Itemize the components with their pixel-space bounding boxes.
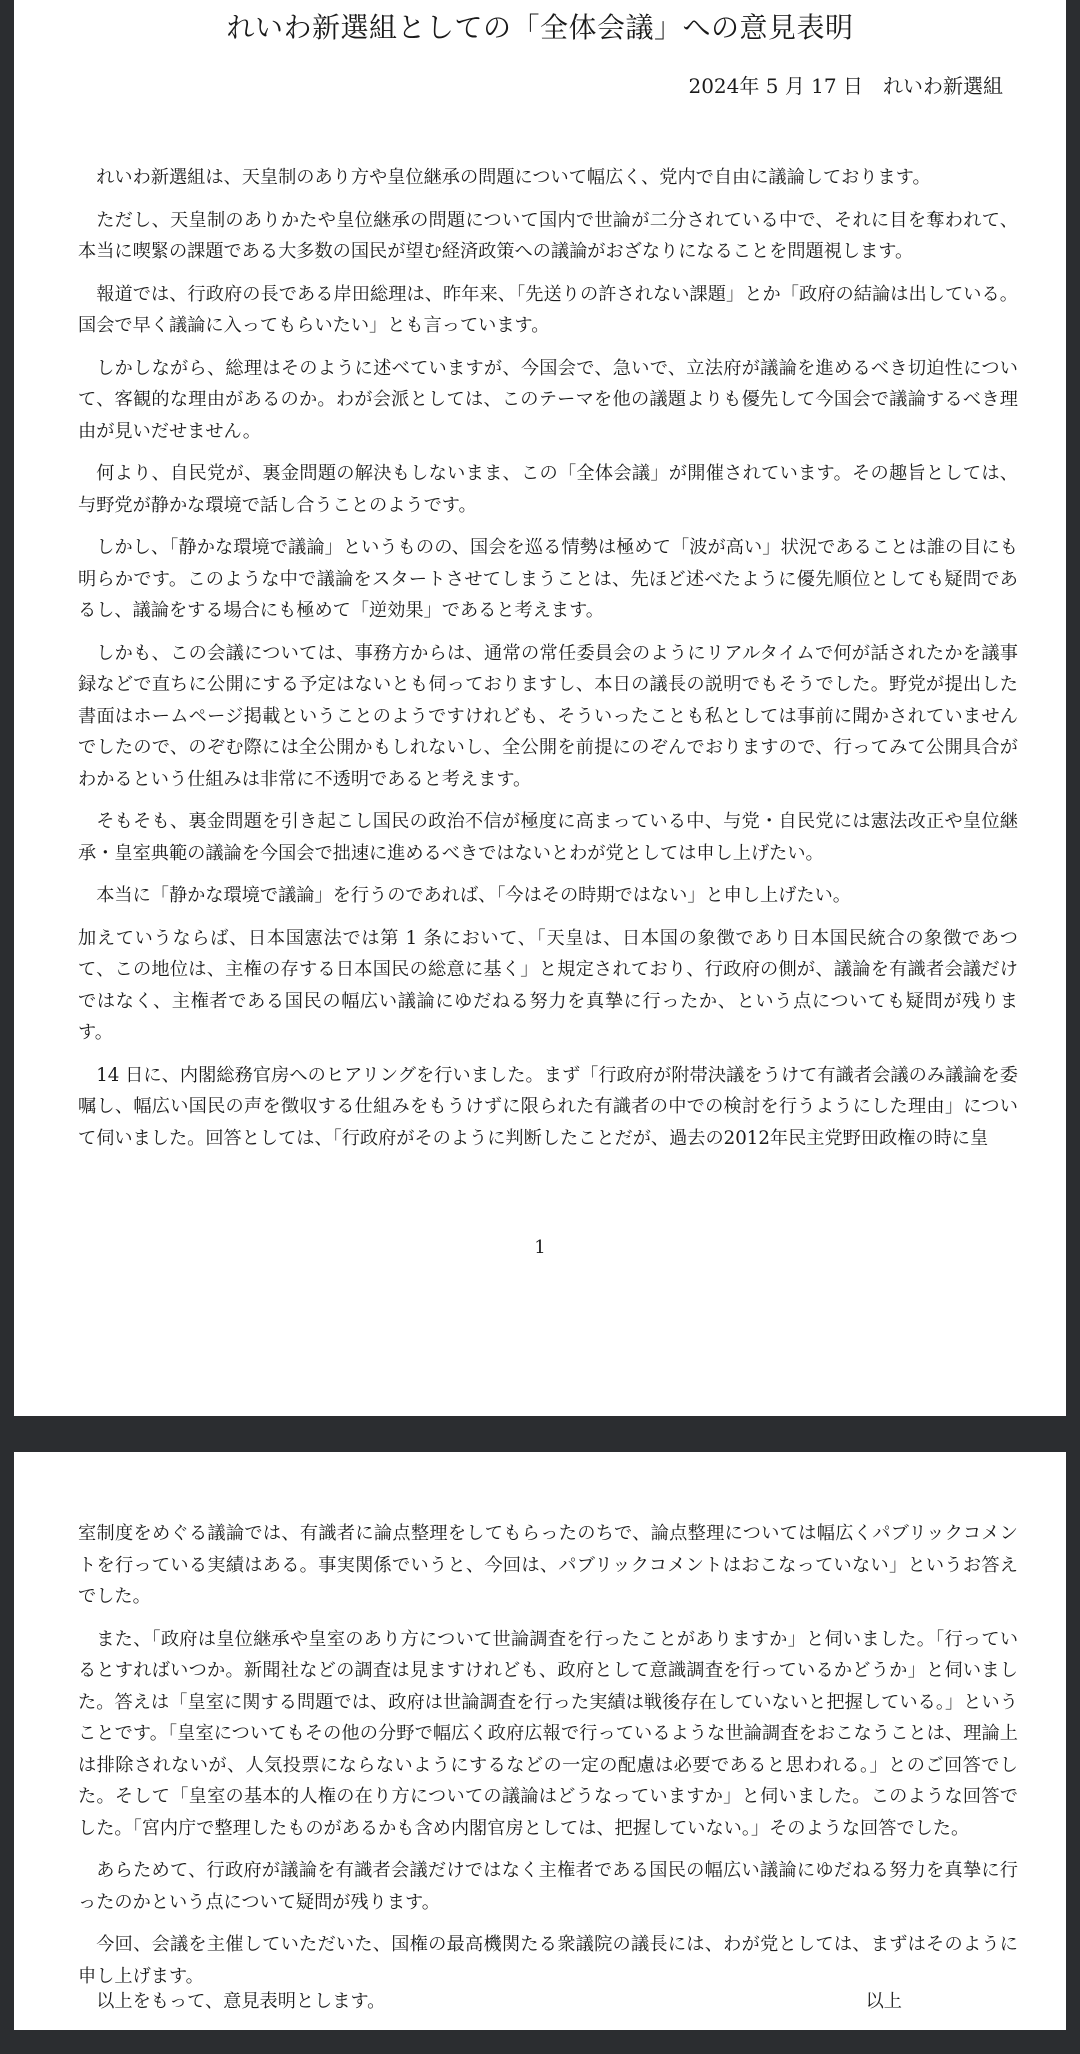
paragraph: そもそも、裏金問題を引き起こし国民の政治不信が極度に高まっている中、与党・自民党には憲法改正や皇位継承・皇室典範の議論を今国会で拙速に進めるべきではないとわが党としては申し上げたい。 [78,811,1018,864]
closing-line [78,1987,902,2013]
paragraph: しかしながら、総理はそのように述べていますが、今国会で、急いで、立法府が議論を進めるべき切迫性について、客観的な理由があるのか。わが会派としては、このテーマを他の議題よりも優先して今国会で議論するべき理由が見いだせません。 [78,357,1018,442]
paragraph: 本当に「静かな環境で議論」を行うのであれば、「今はその時期ではない」と申し上げたい。 [96,885,851,906]
paragraph: 14 日に、内閣総務官房へのヒアリングを行いました。まず「行政府が附帯決議をうけて有識者会議のみ議論を委嘱し、幅広い国民の声を徴収する仕組みをもうけずに限られた有識者の中での検討を行うようにした理由」について伺いました。回答としては、「行政府がそのように判断したことだが、過去の2012年民主党野田政権の時に皇 [78,1064,1018,1149]
page-number: 1 [534,1237,546,1258]
paragraph: 何より、自民党が、裏金問題の解決もしないまま、この「全体会議」が開催されています。その趣旨としては、与野党が静かな環境で話し合うことのようです。 [78,463,1018,516]
end-mark: 以上 [865,1991,902,2012]
paragraph: 室制度をめぐる議論では、有識者に論点整理をしてもらったのちで、論点整理については幅広くパブリックコメントを行っている実績はある。事実関係でいうと、今回は、パブリックコメントはおこなっていない」というお答えでした。 [78,1523,1018,1607]
document-page-2 [14,1452,1066,2030]
paragraph: あらためて、行政府が議論を有識者会議だけではなく主権者である国民の幅広い議論にゆだねる努力を真摯に行ったのかという点について疑問が残ります。 [78,1860,1018,1913]
page-1-body [78,162,1018,1165]
paragraph: 報道では、行政府の長である岸田総理は、昨年来、「先送りの許されない課題」とか「政府の結論は出している。国会で早く議論に入ってもらいたい」とも言っています。 [78,283,1018,336]
paragraph: しかし、「静かな環境で議論」というものの、国会を巡る情勢は極めて「波が高い」状況であることは誰の目にも明らかです。このような中で議論をスタートさせてしまうことは、先ほど述べたように優先順位としても疑問であるし、議論をする場合にも極めて「逆効果」であると考えます。 [78,537,1018,621]
closing-statement: 以上をもって、意見表明とします。 [96,1991,386,2012]
paragraph: 加えていうならば、日本国憲法では第 1 条において、「天皇は、日本国の象徴であり日本国民統合の象徴であつて、この地位は、主権の存する日本国民の総意に基く」と規定されており、行政府の側が、議論を有識者会議だけではなく、主権者である国民の幅広い議論にゆだねる努力を真摯に行ったか、という点についても疑問が残ります。 [78,927,1018,1043]
document-page-1 [14,0,1066,1416]
paragraph: また、「政府は皇位継承や皇室のあり方について世論調査を行ったことがありますか」と伺いました。「行っているとすればいつか。新聞社などの調査は見ますけれども、政府として意識調査を行っているかどうか」と伺いました。答えは「皇室に関する問題では、政府は世論調査を行った実績は戦後存在していないと把握している。」ということです。「皇室についてもその他の分野で幅広く政府広報で行っているような世論調査をおこなうことは、理論上は排除されないが、人気投票にならないようにするなどの一定の配慮は必要であると思われる。」とのご回答でした。そして「皇室の基本的人権の在り方についての議論はどうなっていますか」と伺いました。このような回答でした。「宮内庁で整理したものがあるかも含め内閣官房としては、把握していない。」そのような回答でした。 [78,1628,1019,1839]
paragraph: れいわ新選組は、天皇制のあり方や皇位継承の問題について幅広く、党内で自由に議論しております。 [96,167,931,188]
paragraph: ただし、天皇制のありかたや皇位継承の問題について国内で世論が二分されている中で、それに目を奪われて、本当に喫緊の課題である大多数の国民が望む経済政策への議論がおざなりになることを問題視します。 [78,209,1018,262]
document-title: れいわ新選組としての「全体会議」への意見表明 [226,11,854,44]
paragraph: しかも、この会議については、事務方からは、通常の常任委員会のようにリアルタイムで何が話されたかを議事録などで直ちに公開にする予定はないとも伺っておりますし、本日の議長の説明でもそうでした。野党が提出した書面はホームページ掲載ということのようですけれども、そういったことも私としては事前に聞かされていませんでしたので、のぞむ際には全公開かもしれないし、全公開を前提にのぞんでおりますので、行ってみて公開具合がわかるという仕組みは非常に不透明であると考えます。 [78,642,1018,790]
paragraph: 今回、会議を主催していただいた、国権の最高機関たる衆議院の議長には、わが党としては、まずはそのように申し上げます。 [78,1934,1018,1987]
date-and-author: 2024年 5 月 17 日 れいわ新選組 [688,74,1003,98]
page-2-body [78,1518,1018,2003]
